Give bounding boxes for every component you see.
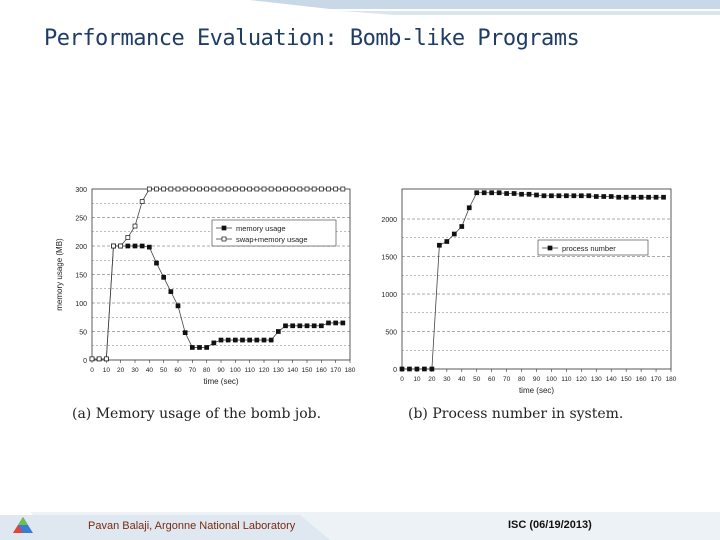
chart-b-series-1-point [632, 195, 636, 199]
chart-memory-usage-svg [52, 180, 356, 400]
chart-a-series-line-2 [92, 189, 343, 359]
chart-a-series-2-point [112, 244, 116, 248]
chart-b-x-tick-label: 10 [413, 376, 421, 383]
chart-a-series-2-point [312, 187, 316, 191]
chart-a-series-2-point [327, 187, 331, 191]
chart-b-legend-marker-1 [548, 246, 552, 250]
chart-a-series-2-point [162, 187, 166, 191]
chart-a-series-2-point [198, 187, 202, 191]
caption-memory-usage: (a) Memory usage of the bomb job. [72, 406, 322, 422]
chart-a-x-tick-label: 0 [90, 367, 94, 374]
chart-a-series-1-point [233, 338, 237, 342]
chart-process-number [368, 180, 678, 400]
chart-b-y-tick-label: 1000 [381, 292, 397, 299]
chart-b-series-1-point [400, 367, 404, 371]
chart-a-x-tick-label: 130 [272, 367, 284, 374]
argonne-logo-icon [12, 516, 34, 534]
chart-a-series-1-point [212, 341, 216, 345]
chart-a-series-2-point [205, 187, 209, 191]
chart-a-series-2-point [305, 187, 309, 191]
chart-a-series-2-point [119, 244, 123, 248]
chart-a-series-2-point [319, 187, 323, 191]
chart-a-series-1-point [255, 338, 259, 342]
chart-a-x-tick-label: 10 [102, 367, 110, 374]
chart-b-y-tick-label: 1500 [381, 254, 397, 262]
chart-b-x-tick-label: 80 [517, 376, 526, 383]
chart-b-x-tick-label: 60 [488, 376, 496, 383]
chart-a-series-2-point [298, 187, 302, 191]
chart-a-series-1-point [241, 338, 245, 342]
chart-a-x-tick-label: 20 [117, 367, 125, 374]
chart-b-series-1-point [609, 195, 613, 199]
chart-b-series-1-point [647, 195, 651, 199]
header-band-bottom [340, 11, 720, 15]
chart-a-y-tick-label: 300 [75, 187, 87, 194]
chart-a-series-2-point [183, 187, 187, 191]
chart-a-x-tick-label: 160 [315, 367, 327, 374]
chart-a-x-axis-label: time (sec) [203, 377, 239, 386]
chart-a-series-2-point [291, 187, 295, 191]
chart-b-series-1-point [475, 191, 479, 195]
chart-b-series-1-point [654, 195, 658, 199]
chart-a-series-1-point [226, 338, 230, 342]
chart-process-number-svg [368, 180, 678, 400]
chart-b-x-axis-label: time (sec) [518, 386, 555, 395]
chart-a-series-2-point [169, 187, 173, 191]
chart-a-series-2-point [147, 187, 151, 191]
chart-a-x-tick-label: 60 [174, 367, 182, 374]
chart-b-series-1-point [557, 194, 561, 198]
chart-a-x-tick-label: 80 [203, 367, 211, 374]
chart-a-series-1-point [176, 304, 180, 308]
chart-a-x-tick-label: 100 [229, 367, 241, 374]
chart-b-series-1-point [572, 194, 576, 198]
chart-a-series-2-point [334, 187, 338, 191]
chart-a-series-1-point [291, 324, 295, 328]
chart-a-series-2-point [262, 187, 266, 191]
chart-a-series-1-point [298, 324, 302, 328]
chart-b-series-1-point [430, 367, 434, 371]
chart-a-series-1-point [327, 321, 331, 325]
chart-b-x-tick-label: 160 [635, 376, 647, 383]
chart-b-series-1-point [490, 191, 494, 195]
chart-b-series-1-point [437, 243, 441, 247]
chart-a-y-tick-label: 0 [83, 358, 87, 365]
chart-a-series-1-point [319, 324, 323, 328]
chart-a-series-2-point [284, 187, 288, 191]
chart-a-x-tick-label: 40 [145, 367, 153, 374]
chart-a-y-tick-label: 250 [75, 215, 87, 223]
chart-b-x-tick-label: 70 [502, 376, 511, 383]
chart-a-y-tick-label: 100 [75, 301, 87, 308]
chart-a-series-2-point [226, 187, 230, 191]
chart-a-y-axis-label: memory usage (MB) [55, 238, 64, 311]
chart-a-series-2-point [241, 187, 245, 191]
chart-a-series-2-point [269, 187, 273, 191]
chart-b-series-1-point [512, 192, 516, 196]
chart-a-series-2-point [276, 187, 280, 191]
chart-b-x-tick-label: 50 [473, 376, 481, 383]
chart-a-series-1-point [284, 324, 288, 328]
chart-a-series-2-point [219, 187, 223, 191]
chart-b-x-tick-label: 40 [458, 376, 466, 383]
chart-b-series-1-point [460, 225, 464, 229]
chart-b-series-1-point [445, 240, 449, 244]
chart-b-series-1-point [535, 193, 539, 197]
chart-a-x-tick-label: 70 [188, 367, 196, 374]
chart-b-series-1-point [602, 195, 606, 199]
chart-a-series-1-point [133, 244, 137, 248]
chart-a-series-1-point [198, 345, 202, 349]
chart-a-x-tick-label: 110 [244, 367, 255, 374]
chart-a-series-1-point [341, 321, 345, 325]
chart-a-series-2-point [248, 187, 252, 191]
chart-a-legend-label-1: memory usage [236, 224, 286, 233]
chart-a-x-tick-label: 50 [160, 367, 168, 374]
chart-b-series-1-point [527, 192, 531, 196]
chart-a-series-1-point [155, 261, 159, 265]
chart-a-series-1-point [312, 324, 316, 328]
chart-b-x-tick-label: 0 [400, 376, 404, 383]
chart-a-x-tick-label: 90 [217, 367, 225, 374]
chart-a-x-tick-label: 170 [330, 367, 342, 374]
footer-author: Pavan Balaji, Argonne National Laboratory [88, 520, 296, 532]
chart-a-series-2-point [90, 357, 94, 361]
chart-a-series-1-point [190, 345, 194, 349]
chart-a-series-2-point [97, 357, 101, 361]
chart-a-series-1-point [262, 338, 266, 342]
chart-b-series-1-point [542, 194, 546, 198]
chart-a-series-1-point [219, 338, 223, 342]
chart-b-series-1-point [624, 195, 628, 199]
chart-a-series-line-1 [92, 246, 343, 359]
chart-b-series-1-point [467, 206, 471, 210]
chart-a-series-1-point [269, 338, 273, 342]
chart-b-legend-label-1: process number [562, 244, 616, 253]
chart-a-legend-marker-1 [222, 226, 226, 230]
chart-a-series-2-point [341, 187, 345, 191]
chart-b-series-1-point [579, 194, 583, 198]
chart-a-series-2-point [104, 357, 108, 361]
chart-memory-usage [52, 180, 356, 400]
chart-a-y-tick-label: 150 [75, 272, 87, 280]
chart-b-y-tick-label: 2000 [381, 217, 397, 224]
chart-b-y-tick-label: 0 [393, 367, 397, 374]
chart-a-series-1-point [126, 244, 130, 248]
chart-b-series-1-point [407, 367, 411, 371]
chart-b-series-1-point [520, 192, 524, 196]
chart-b-x-tick-label: 90 [532, 376, 541, 383]
chart-a-y-tick-label: 50 [79, 329, 87, 337]
chart-a-series-1-point [140, 244, 144, 248]
chart-b-series-1-point [505, 192, 509, 196]
chart-b-series-1-point [587, 194, 591, 198]
chart-a-series-2-point [126, 235, 130, 239]
chart-a-x-tick-label: 150 [301, 367, 313, 374]
chart-b-series-1-point [549, 194, 553, 198]
chart-a-series-2-point [233, 187, 237, 191]
chart-a-series-2-point [190, 187, 194, 191]
chart-b-x-tick-label: 30 [443, 376, 451, 383]
chart-a-series-1-point [334, 321, 338, 325]
chart-a-series-2-point [176, 187, 180, 191]
chart-a-x-tick-label: 30 [131, 367, 139, 374]
chart-b-x-tick-label: 20 [428, 376, 436, 383]
chart-b-series-1-point [497, 191, 501, 195]
chart-b-x-tick-label: 100 [546, 376, 557, 383]
chart-b-x-tick-label: 150 [620, 376, 632, 383]
chart-b-x-tick-label: 180 [665, 376, 677, 383]
chart-a-plot-frame [92, 189, 350, 360]
chart-b-x-tick-label: 110 [561, 376, 572, 383]
chart-b-series-1-point [594, 195, 598, 199]
chart-b-plot-frame [402, 189, 671, 369]
chart-a-series-2-point [140, 200, 144, 204]
chart-b-series-1-point [422, 367, 426, 371]
chart-a-y-tick-label: 200 [75, 244, 87, 251]
caption-process-number: (b) Process number in system. [408, 406, 624, 422]
chart-a-series-1-point [248, 338, 252, 342]
chart-a-series-2-point [212, 187, 216, 191]
chart-b-x-tick-label: 130 [590, 376, 602, 383]
chart-a-series-1-point [305, 324, 309, 328]
chart-b-x-tick-label: 140 [605, 376, 617, 383]
chart-a-x-tick-label: 180 [344, 367, 356, 374]
slide-title: Performance Evaluation: Bomb-like Programs [44, 26, 580, 51]
chart-a-legend-marker-2 [222, 237, 226, 241]
chart-b-x-tick-label: 170 [650, 376, 662, 383]
chart-b-series-1-point [415, 367, 419, 371]
header-band-top [250, 0, 720, 9]
chart-a-series-1-point [183, 331, 187, 335]
chart-b-series-1-point [617, 195, 621, 199]
chart-b-series-1-point [662, 195, 666, 199]
chart-a-legend-label-2: swap+memory usage [236, 235, 308, 244]
chart-b-series-1-point [482, 191, 486, 195]
chart-a-series-1-point [162, 275, 166, 279]
chart-a-series-2-point [255, 187, 259, 191]
chart-a-x-tick-label: 140 [287, 367, 299, 374]
footer-conference: ISC (06/19/2013) [508, 519, 592, 531]
chart-b-series-1-point [452, 232, 456, 236]
chart-a-series-1-point [147, 245, 151, 249]
chart-b-series-1-point [564, 194, 568, 198]
chart-b-x-tick-label: 120 [575, 376, 587, 383]
chart-b-y-tick-label: 500 [385, 329, 397, 337]
chart-a-series-1-point [276, 330, 280, 334]
chart-a-series-1-point [169, 290, 173, 294]
chart-a-series-1-point [205, 345, 209, 349]
chart-b-series-1-point [639, 195, 643, 199]
chart-a-series-2-point [133, 224, 137, 228]
chart-a-series-2-point [155, 187, 159, 191]
chart-a-x-tick-label: 120 [258, 367, 270, 374]
